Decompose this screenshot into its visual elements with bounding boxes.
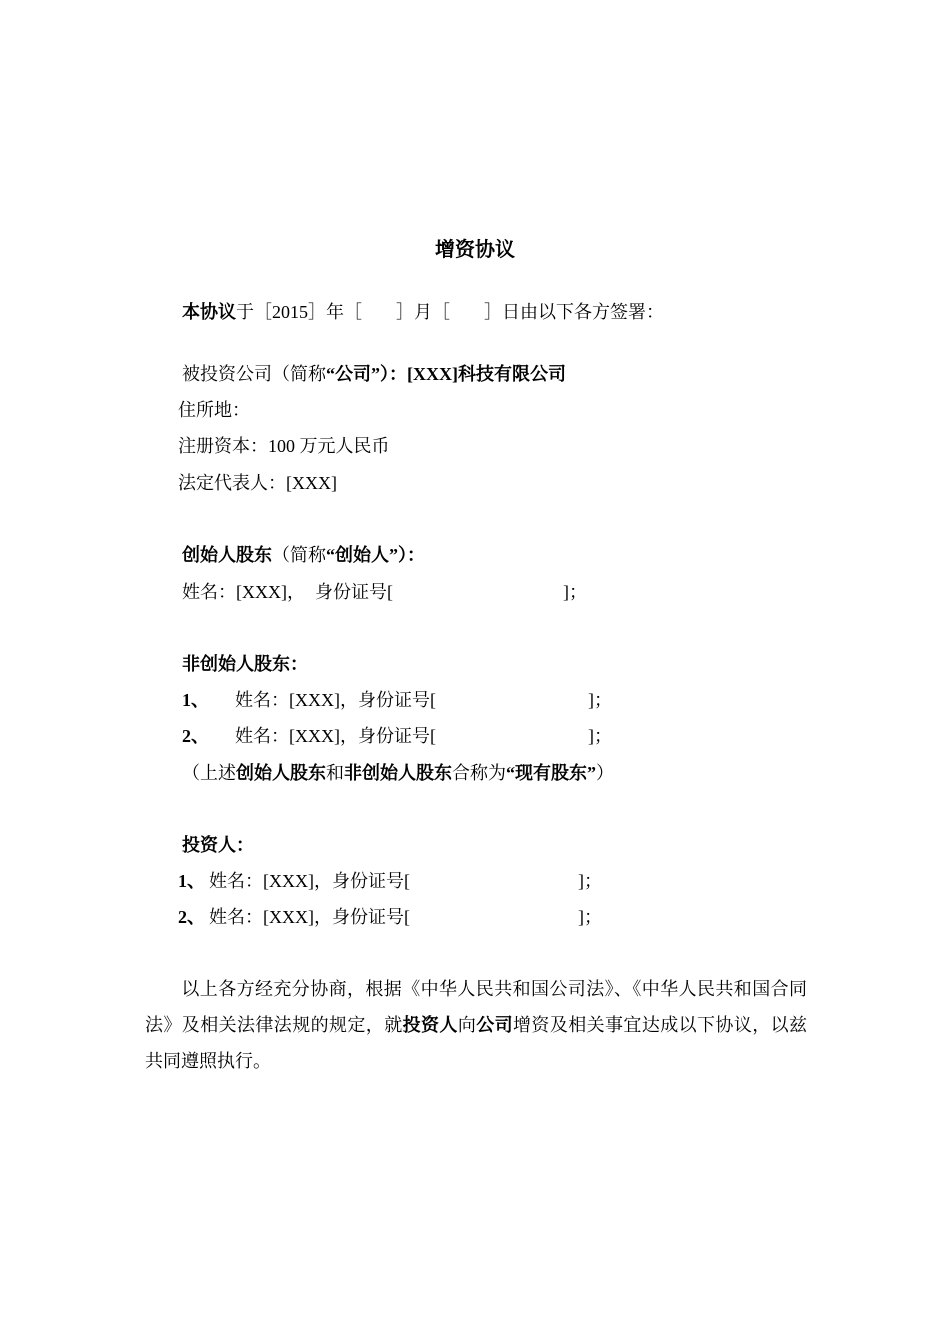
company-name: [XXX]科技有限公司 [407,364,566,384]
intro-year: 于［2015］年［ [236,302,362,322]
company-capital: 注册资本：100 万元人民币 [178,436,390,456]
company-legal-rep: 法定代表人：[XXX] [178,473,337,493]
closing-investor-term: 投资人 [402,1015,458,1035]
note-non-founder-term: 非创始人股东 [344,763,452,783]
closing-text: 以上各方经充分协商，根据《中华人民共和国公司法》、《中华人民共和国合同法》及相关法律法规的规定，就 [145,979,807,1035]
note-existing-term: “现有股东” [506,763,596,783]
founder-entry [182,580,587,604]
investor-name: 姓名：[XXX]，身份证号[ [209,907,410,927]
non-founder-name: 姓名：[XXX]，身份证号[ [235,690,436,710]
intro-lead: 本协议 [182,302,236,322]
investor-item [178,869,602,893]
founder-heading-mid: （简称 [272,545,326,565]
company-line [182,362,566,386]
non-founder-heading: 非创始人股东： [182,654,308,674]
note-founder-term: 创始人股东 [236,763,326,783]
investor-heading: 投资人： [182,835,254,855]
closing-text: 向 [457,1015,477,1035]
founder-heading-label: 创始人股东 [182,545,272,565]
investor-id-end: ]； [577,871,602,891]
intro-line [182,300,664,324]
closing-company-term: 公司 [476,1015,514,1035]
note-text: 合称为 [452,763,506,783]
company-alias: “公司”）： [326,364,407,384]
investor-name: 姓名：[XXX]，身份证号[ [209,871,410,891]
existing-shareholders-note [182,761,614,785]
company-address: 住所地： [178,400,250,420]
closing-text: 增资及相关事宜达成以下协议，以兹共同遵照执行。 [145,1015,808,1071]
intro-day: ］日由以下各方签署： [484,302,664,322]
founder-name: 姓名：[XXX]， [182,582,305,602]
investor-item [178,905,602,929]
list-number: 1、 [182,690,209,710]
note-text: 和 [326,763,344,783]
document-title: 增资协议 [435,239,515,261]
company-prefix: 被投资公司（简称 [182,364,326,384]
list-number: 2、 [182,726,209,746]
investor-id-end: ]； [577,907,602,927]
non-founder-item [182,688,612,712]
closing-paragraph [145,971,807,1079]
non-founder-id-end: ]； [587,690,612,710]
non-founder-item [182,724,612,748]
founder-heading-alias: “创始人”）： [326,545,425,565]
non-founder-id-end: ]； [587,726,612,746]
founder-id-end: ]； [563,582,587,602]
list-number: 1、 [178,871,205,891]
note-text: （上述 [182,763,236,783]
list-number: 2、 [178,907,205,927]
non-founder-name: 姓名：[XXX]，身份证号[ [235,726,436,746]
founder-heading [182,543,425,567]
founder-id: 身份证号[ [315,582,393,602]
note-text: ） [596,763,614,783]
intro-month: ］月［ [396,302,450,322]
